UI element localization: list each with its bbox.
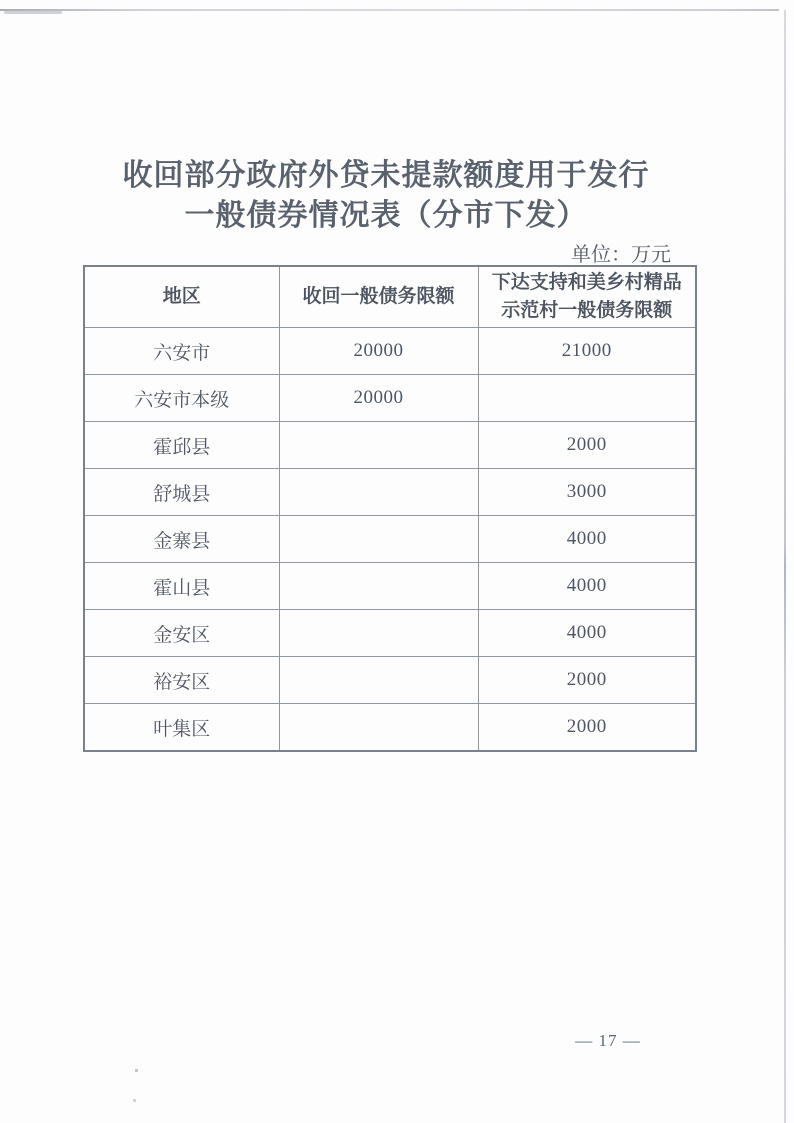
- issued-limit-cell: 2000: [478, 657, 696, 704]
- recalled-limit-cell: 20000: [279, 328, 478, 375]
- issued-limit-cell: 2000: [478, 422, 696, 469]
- table-row: [84, 563, 696, 610]
- region-cell: 舒城县: [84, 469, 279, 516]
- header-cell-recalled-limit: 收回一般债务限额: [279, 266, 478, 328]
- scan-noise-speck: [133, 1099, 136, 1102]
- page-number: — 17 —: [575, 1031, 641, 1050]
- region-cell: 金安区: [84, 610, 279, 657]
- region-cell: 霍山县: [84, 563, 279, 610]
- issued-limit-cell: 4000: [478, 563, 696, 610]
- recalled-limit-cell: [279, 704, 478, 752]
- table-row: [84, 704, 696, 752]
- region-cell: 霍邱县: [84, 422, 279, 469]
- recalled-limit-cell: [279, 657, 478, 704]
- debt-limits-table: [83, 265, 697, 752]
- table-row: [84, 328, 696, 375]
- table-row: [84, 469, 696, 516]
- issued-limit-cell: 21000: [478, 328, 696, 375]
- region-cell: 裕安区: [84, 657, 279, 704]
- document-title-line1: 收回部分政府外贷未提款额度用于发行: [122, 159, 650, 192]
- issued-limit-cell: 4000: [478, 610, 696, 657]
- recalled-limit-cell: [279, 516, 478, 563]
- table-header-row: [84, 266, 696, 328]
- document-title: [0, 156, 772, 236]
- region-cell: 六安市: [84, 328, 279, 375]
- header-cell-issued-limit-line2: 示范村一般债务限额: [501, 300, 673, 321]
- document-title-line2: 一般债券情况表（分市下发）: [184, 199, 588, 232]
- recalled-limit-cell: [279, 422, 478, 469]
- recalled-limit-cell: [279, 563, 478, 610]
- table-row: [84, 610, 696, 657]
- issued-limit-cell: 2000: [478, 704, 696, 752]
- table-row: [84, 516, 696, 563]
- header-cell-issued-limit-line1: 下达支持和美乡村精品: [491, 272, 682, 293]
- recalled-limit-cell: [279, 469, 478, 516]
- scan-edge-right-line: [784, 10, 786, 1123]
- header-cell-region: 地区: [84, 266, 279, 328]
- issued-limit-cell: 4000: [478, 516, 696, 563]
- table-row: [84, 657, 696, 704]
- region-cell: 金寨县: [84, 516, 279, 563]
- scan-noise-speck: [135, 1069, 138, 1072]
- recalled-limit-cell: 20000: [279, 375, 478, 422]
- header-cell-issued-limit: [478, 266, 696, 328]
- scan-edge-top-smudge: [4, 11, 62, 14]
- issued-limit-cell: [478, 375, 696, 422]
- table-row: [84, 422, 696, 469]
- scan-edge-top-line: [0, 9, 779, 11]
- region-cell: 叶集区: [84, 704, 279, 752]
- table-row: [84, 375, 696, 422]
- region-cell: 六安市本级: [84, 375, 279, 422]
- recalled-limit-cell: [279, 610, 478, 657]
- issued-limit-cell: 3000: [478, 469, 696, 516]
- unit-label: 单位：万元: [571, 244, 671, 266]
